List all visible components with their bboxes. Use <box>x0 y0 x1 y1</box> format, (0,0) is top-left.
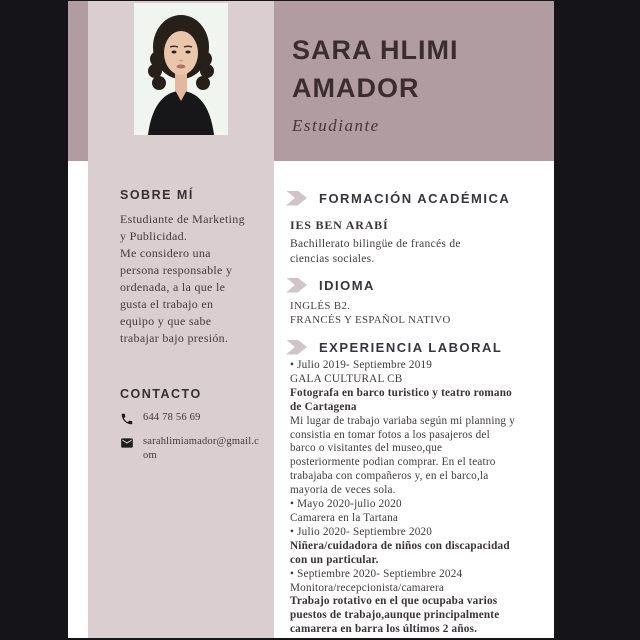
experience-line: • Mayo 2020-julio 2020 <box>290 498 402 511</box>
experience-title: EXPERIENCIA LABORAL <box>319 339 503 355</box>
experience-line: posteriormente podian comprar. En el teatro <box>290 456 496 469</box>
education-line: Bachillerato bilingüe de francés de <box>290 238 461 250</box>
about-line: Estudiante de Marketing <box>120 212 245 226</box>
about-line: equipo y que sabe <box>120 314 212 328</box>
about-line: gusta el trabajo en <box>120 297 214 311</box>
experience-line: Niñera/cuidadora de niños con discapacidad <box>290 539 510 552</box>
sidebar <box>88 1 274 638</box>
experience-line: Trabajo rotativo en el que ocupaba varios <box>290 595 498 608</box>
about-line: persona responsable y <box>120 263 233 277</box>
arrow-right-icon <box>286 278 307 293</box>
experience-heading <box>286 339 554 355</box>
experience-line: mayoria de veces sola. <box>290 484 396 497</box>
education-text <box>290 237 554 267</box>
experience-line: Mi lugar de trabajo variaba según mi planning y <box>290 414 516 427</box>
arrow-right-icon <box>286 340 307 355</box>
about-section-title: SOBRE MÍ <box>120 188 194 202</box>
experience-line: GALA CULTURAL CB <box>290 372 403 385</box>
about-line: y Publicidad. <box>120 229 188 243</box>
arrow-right-icon <box>286 191 307 206</box>
experience-line: • Julio 2020- Septiembre 2020 <box>290 525 433 538</box>
language-title: IDIOMA <box>319 277 375 293</box>
language-line: FRANCÉS Y ESPAÑOL NATIVO <box>290 313 451 326</box>
contact-section-title: CONTACTO <box>120 387 202 401</box>
experience-line: Camarera en la Tartana <box>290 511 399 524</box>
education-heading <box>286 190 554 206</box>
experience-line: barco o visitantes del museo,que <box>290 442 443 455</box>
about-line: Me considero una <box>120 246 211 260</box>
school-name: IES BEN ARABÍ <box>290 218 389 232</box>
experience-text <box>290 359 554 637</box>
person-role: Estudiante <box>292 116 380 135</box>
about-text <box>120 211 260 347</box>
experience-line: • Julio 2019- Septiembre 2019 <box>290 359 433 371</box>
contact-email-row <box>120 435 260 463</box>
person-name: SARA HLIMI AMADOR <box>292 35 459 103</box>
experience-line: trabajaba con compañeros y, en el barco,la <box>290 470 489 483</box>
language-line: INGLÉS B2. <box>290 300 351 312</box>
about-line: ordenada, a la que le <box>120 280 226 294</box>
experience-line: puestos de trabajo,aunque principalmente <box>290 609 500 622</box>
phone-icon <box>120 412 134 426</box>
experience-line: de Cartagena <box>290 400 357 413</box>
language-heading <box>286 277 554 293</box>
experience-line: con un particular. <box>290 553 379 566</box>
envelope-icon <box>120 436 134 450</box>
email-address: sarahlimiamador@gmail.com <box>143 436 260 461</box>
experience-line: Monitora/recepcionista/camarera <box>290 581 445 594</box>
phone-number: 644 78 56 69 <box>143 412 201 423</box>
profile-photo <box>134 3 228 135</box>
experience-line: Fotografa en barco turistico y teatro romano <box>290 386 512 399</box>
resume-page <box>68 1 554 638</box>
contact-phone-row <box>120 411 260 426</box>
experience-line: camarera en barra los últimos 2 años. <box>290 623 478 636</box>
experience-line: • Septiembre 2020- Septiembre 2024 <box>290 567 463 580</box>
education-title: FORMACIÓN ACADÉMICA <box>319 190 511 206</box>
language-text <box>290 300 554 327</box>
about-line: trabajar bajo presión. <box>120 331 229 345</box>
experience-line: consistia en tomar fotos a los pasajeros del <box>290 428 490 441</box>
main-column <box>274 1 554 638</box>
education-line: ciencias sociales. <box>290 253 375 265</box>
